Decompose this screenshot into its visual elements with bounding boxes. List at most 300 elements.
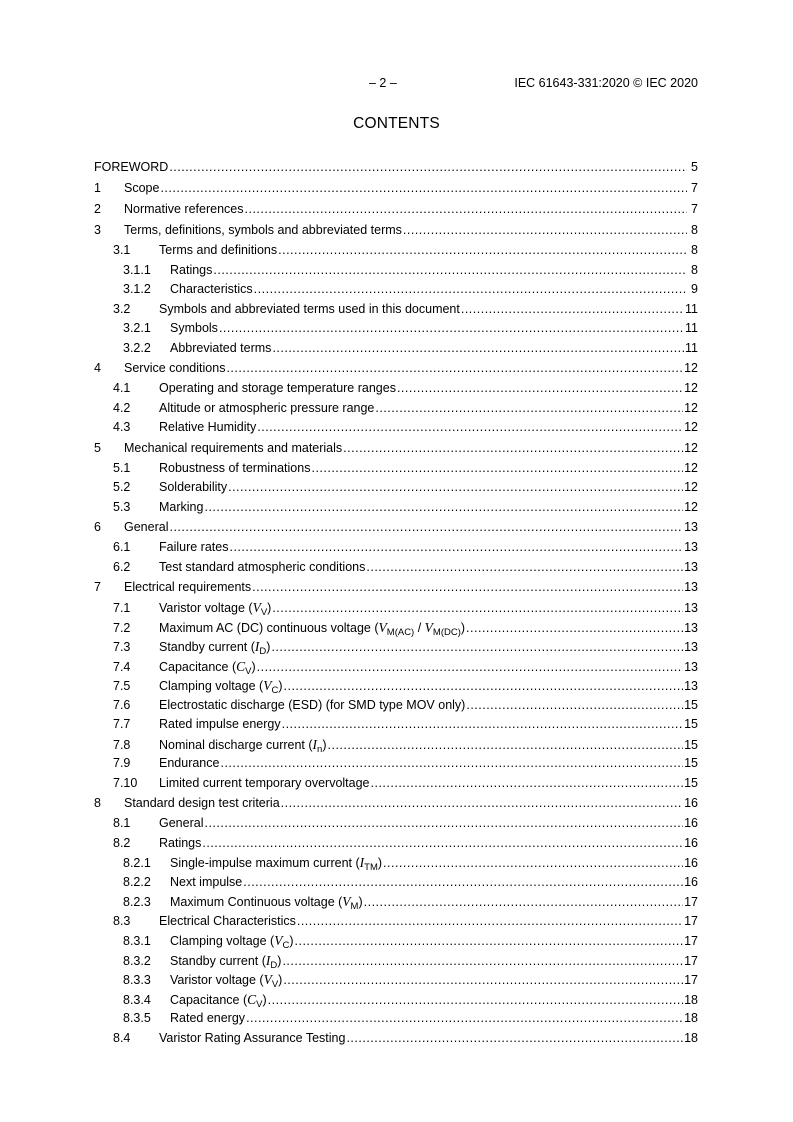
toc-entry-number: 8.3	[113, 913, 131, 928]
toc-entry-number: 8.3.3	[123, 973, 151, 987]
symbol: V	[252, 600, 261, 615]
toc-entry-page: 17	[684, 895, 698, 909]
toc-entry[interactable]	[94, 459, 698, 479]
toc-entry-label	[170, 1009, 245, 1029]
toc-entry[interactable]	[94, 814, 698, 834]
dot-leader	[245, 199, 688, 220]
toc-entry-label	[159, 418, 256, 438]
toc-entry-label	[159, 834, 201, 854]
toc-entry[interactable]	[94, 774, 698, 794]
toc-entry-text: )	[278, 679, 283, 693]
toc-entry-page: 12	[684, 480, 698, 494]
toc-entry-page: 8	[691, 243, 698, 257]
toc-entry-number: 4.2	[113, 400, 131, 415]
toc-entry[interactable]	[94, 618, 698, 638]
toc-entry-page: 15	[684, 737, 698, 752]
toc-entry-number: 3	[94, 223, 101, 237]
symbol-subscript: V	[245, 665, 252, 677]
toc-entry-label	[124, 577, 251, 598]
toc-entry-text: Capacitance (	[170, 992, 248, 1007]
toc-entry-label	[159, 459, 310, 479]
toc-entry-page: 15	[684, 717, 698, 731]
toc-entry-page: 11	[685, 321, 698, 335]
toc-entry-page: 13	[684, 601, 698, 615]
toc-entry-text: )	[358, 895, 363, 909]
toc-entry[interactable]	[94, 696, 698, 716]
toc-entry-text: Ratings	[159, 835, 202, 850]
toc-entry-text: Nominal discharge current (	[159, 737, 313, 752]
dot-leader	[364, 893, 683, 913]
toc-entry-label	[159, 735, 327, 757]
toc-entry[interactable]	[94, 735, 698, 755]
toc-entry-text: Solderability	[159, 480, 228, 494]
toc-entry-number: 4.1	[113, 381, 131, 395]
toc-entry-text: )	[251, 659, 256, 674]
toc-entry[interactable]	[94, 399, 698, 419]
dot-leader	[229, 538, 683, 558]
toc-entry-label	[170, 873, 242, 893]
dot-leader	[283, 971, 683, 991]
toc-entry-number: 6	[94, 520, 101, 534]
toc-entry-label	[159, 379, 396, 399]
dot-leader	[328, 736, 684, 756]
symbol: I	[254, 639, 260, 654]
toc-entry-text: Standby current (	[159, 640, 255, 654]
toc-entry[interactable]	[94, 931, 698, 951]
toc-entry-number: 3.1	[113, 243, 131, 257]
toc-entry[interactable]	[94, 990, 698, 1010]
toc-entry-label	[170, 951, 281, 973]
toc-entry-label	[159, 657, 256, 679]
toc-entry-page: 5	[691, 160, 698, 174]
toc-entry-label	[170, 892, 363, 914]
toc-entry-page: 13	[684, 659, 698, 674]
toc-entry-label	[124, 438, 342, 459]
dot-leader	[278, 241, 687, 261]
toc-entry-number: 8.3.5	[123, 1011, 151, 1025]
toc-entry-page: 13	[684, 640, 698, 654]
toc-entry[interactable]	[94, 517, 698, 538]
toc-entry-label	[159, 498, 203, 518]
toc-entry-text: Clamping voltage (	[159, 679, 264, 693]
toc-entry-page: 13	[684, 520, 698, 534]
toc-entry-text: Terms, definitions, symbols and abbreviated terms	[124, 223, 402, 237]
toc-entry-number: 2	[94, 202, 101, 216]
toc-entry-label	[170, 280, 253, 300]
toc-entry-number: 8.3.2	[123, 953, 151, 968]
toc-entry-number: 5.3	[113, 499, 131, 514]
toc-entry-label	[159, 241, 277, 261]
symbol: C	[236, 658, 246, 674]
toc-entry-page: 12	[684, 361, 698, 375]
toc-entry-text: Characteristics	[170, 282, 253, 296]
toc-entry-number: 4	[94, 361, 101, 375]
dot-leader	[403, 220, 687, 241]
toc-entry-number: 5.1	[113, 460, 131, 475]
toc-entry-page: 12	[684, 440, 698, 455]
toc-entry-text: )	[460, 620, 466, 635]
dot-leader	[272, 339, 684, 359]
dot-leader	[397, 379, 683, 399]
symbol: V	[424, 619, 433, 635]
toc-entry-page: 18	[684, 992, 698, 1007]
toc-entry-text: General	[159, 816, 204, 830]
toc-entry-number: 1	[94, 181, 101, 195]
symbol: I	[265, 952, 271, 968]
toc-entry[interactable]	[94, 418, 698, 438]
toc-entry-label	[124, 358, 225, 379]
toc-entry[interactable]	[94, 1029, 698, 1049]
toc-entry-page: 15	[684, 756, 698, 770]
toc-entry[interactable]	[94, 379, 698, 399]
symbol-subscript: M(DC)	[432, 626, 461, 638]
dot-leader	[343, 438, 683, 459]
toc-entry-number: 7	[94, 580, 101, 594]
toc-entry-number: 7.2	[113, 620, 131, 635]
symbol: V	[274, 933, 283, 948]
symbol: I	[359, 855, 365, 870]
toc-entry-text: Failure rates	[159, 540, 229, 554]
toc-entry-number: 8.2	[113, 835, 131, 850]
toc-entry[interactable]	[94, 319, 698, 339]
toc-entry-number: 7.1	[113, 601, 131, 615]
dot-leader	[466, 619, 683, 639]
toc-entry-number: 6.2	[113, 559, 131, 574]
toc-entry-label	[170, 931, 294, 953]
toc-entry-label	[170, 970, 282, 992]
symbol-subscript: C	[282, 940, 290, 951]
toc-entry-text: Mechanical requirements and materials	[124, 440, 343, 455]
toc-entry[interactable]	[94, 657, 698, 677]
toc-entry-page: 12	[684, 420, 698, 434]
toc-entry-page: 17	[684, 913, 698, 928]
toc-entry-label	[159, 598, 271, 620]
toc-entry-text: Varistor Rating Assurance Testing	[159, 1030, 346, 1045]
toc-entry[interactable]	[94, 538, 698, 558]
toc-entry-number: 8.2.2	[123, 874, 151, 889]
dot-leader	[257, 418, 683, 438]
toc-entry-number: 3.2.2	[123, 340, 151, 355]
toc-entry-label	[124, 517, 168, 538]
toc-entry[interactable]	[94, 300, 698, 320]
toc-entry-page: 18	[684, 1011, 698, 1025]
toc-entry-text: Symbols	[170, 321, 218, 335]
toc-entry-number: 8	[94, 796, 101, 810]
toc-entry-text: Maximum AC (DC) continuous voltage (	[159, 620, 379, 635]
dot-leader	[204, 814, 683, 834]
toc-entry[interactable]	[94, 358, 698, 379]
toc-entry-text: FOREWORD	[94, 160, 169, 174]
toc-entry-page: 15	[684, 775, 698, 790]
dot-leader	[284, 677, 684, 697]
toc-entry-text: Rated energy	[170, 1011, 246, 1025]
toc-entry-page: 13	[684, 559, 698, 574]
toc-entry-label	[170, 339, 271, 359]
symbol: V	[378, 619, 387, 635]
toc-entry-number: 3.2	[113, 301, 131, 316]
toc-entry-label	[159, 912, 296, 932]
toc-entry-number: 8.4	[113, 1030, 131, 1045]
toc-entry-number: 5	[94, 440, 101, 455]
document-id: IEC 61643-331:2020 © IEC 2020	[514, 76, 698, 90]
toc-entry-text: Rated impulse energy	[159, 717, 281, 731]
toc-entry[interactable]	[94, 1009, 698, 1029]
toc-entry-label	[159, 558, 365, 578]
toc-entry-number: 4.3	[113, 420, 131, 434]
symbol-subscript: M(AC)	[386, 626, 415, 638]
toc-entry[interactable]	[94, 715, 698, 735]
toc-entry-text: )	[377, 856, 383, 870]
toc-entry-page: 17	[684, 973, 698, 987]
toc-entry-number: 3.1.1	[123, 262, 151, 277]
toc-entry-text: Relative Humidity	[159, 420, 257, 434]
toc-entry[interactable]	[94, 754, 698, 774]
toc-entry-page: 12	[684, 460, 698, 475]
symbol-subscript: V	[271, 979, 279, 990]
toc-entry-label	[159, 618, 465, 640]
toc-entry-page: 13	[684, 540, 698, 554]
dot-leader	[371, 774, 684, 794]
toc-entry-page: 16	[684, 816, 698, 830]
dot-leader	[311, 459, 683, 479]
table-of-contents	[94, 157, 698, 1048]
dot-leader	[366, 558, 683, 578]
toc-entry-label	[170, 990, 267, 1012]
toc-entry-text: Varistor voltage (	[159, 601, 253, 615]
toc-entry-label	[159, 774, 370, 794]
toc-entry[interactable]	[94, 892, 698, 912]
toc-entry-number: 8.3.4	[123, 992, 151, 1007]
toc-entry-text: Varistor voltage (	[170, 973, 264, 987]
toc-entry-label	[170, 261, 212, 281]
toc-entry-text: Next impulse	[170, 874, 243, 889]
toc-entry-page: 12	[684, 400, 698, 415]
toc-entry-text: Standby current (	[170, 953, 266, 968]
toc-entry-label	[124, 199, 244, 220]
dot-leader	[160, 178, 687, 199]
toc-entry-number: 8.1	[113, 816, 131, 830]
toc-entry[interactable]	[94, 199, 698, 220]
toc-entry-page: 12	[684, 499, 698, 514]
toc-entry-number: 8.3.1	[123, 934, 151, 948]
dot-leader	[272, 599, 683, 619]
toc-entry-text: )	[262, 992, 267, 1007]
toc-entry[interactable]	[94, 558, 698, 578]
toc-entry-label	[124, 793, 280, 814]
toc-entry-number: 8.2.3	[123, 895, 151, 909]
toc-entry[interactable]	[94, 577, 698, 598]
toc-entry-page: 7	[691, 202, 698, 216]
toc-entry-page: 9	[691, 282, 698, 296]
toc-entry-label	[170, 853, 382, 875]
toc-entry[interactable]	[94, 261, 698, 281]
toc-entry-text: Operating and storage temperature ranges	[159, 381, 396, 395]
dot-leader	[202, 834, 683, 854]
toc-entry-text: Symbols and abbreviated terms used in this document	[159, 301, 460, 316]
toc-entry[interactable]	[94, 793, 698, 814]
toc-entry-text: Abbreviated terms	[170, 340, 272, 355]
toc-entry-text: )	[277, 953, 282, 968]
toc-entry-label	[170, 319, 218, 339]
toc-entry-text: Endurance	[159, 756, 220, 770]
symbol-subscript: M	[350, 901, 359, 912]
toc-entry-text: )	[278, 973, 283, 987]
toc-entry-page: 13	[684, 580, 698, 594]
toc-entry[interactable]	[94, 912, 698, 932]
toc-entry-label	[159, 637, 270, 659]
toc-entry-number: 5.2	[113, 480, 131, 494]
toc-entry-number: 7.6	[113, 697, 131, 712]
toc-entry-number: 7.5	[113, 679, 131, 693]
toc-entry[interactable]	[94, 951, 698, 971]
symbol: C	[247, 991, 257, 1007]
dot-leader	[383, 854, 683, 874]
toc-entry-number: 7.8	[113, 737, 131, 752]
toc-entry-page: 16	[684, 856, 698, 870]
symbol: V	[263, 678, 272, 693]
toc-entry-label	[159, 1029, 345, 1049]
toc-entry-text: )	[266, 640, 271, 654]
toc-entry[interactable]	[94, 478, 698, 498]
toc-entry-text: Scope	[124, 181, 160, 195]
toc-entry[interactable]	[94, 676, 698, 696]
dot-leader	[228, 478, 683, 498]
toc-entry[interactable]	[94, 498, 698, 518]
toc-entry-text: Clamping voltage (	[170, 934, 275, 948]
toc-entry[interactable]	[94, 339, 698, 359]
dot-leader	[295, 932, 684, 952]
dot-leader	[461, 300, 684, 320]
symbol-subscript: D	[270, 959, 278, 971]
dot-leader	[282, 952, 683, 972]
toc-entry-page: 13	[684, 620, 698, 635]
toc-entry-page: 7	[691, 181, 698, 195]
toc-entry-label	[159, 715, 281, 735]
toc-entry-text: )	[289, 934, 294, 948]
toc-entry-label	[124, 178, 159, 199]
toc-entry-number: 6.1	[113, 540, 131, 554]
toc-entry-page: 8	[691, 223, 698, 237]
toc-entry[interactable]	[94, 834, 698, 854]
dot-leader	[271, 638, 683, 658]
symbol-subscript: TM	[364, 862, 378, 873]
toc-entry-text: )	[322, 737, 327, 752]
toc-entry-text: Electrostatic discharge (ESD) (for SMD type MOV only)	[159, 697, 466, 712]
toc-entry-text: Electrical requirements	[124, 580, 252, 594]
toc-entry-text: )	[267, 601, 272, 615]
dot-leader	[252, 577, 683, 598]
toc-entry[interactable]	[94, 280, 698, 300]
toc-entry-text: Single-impulse maximum current (	[170, 856, 360, 870]
toc-entry-page: 16	[684, 835, 698, 850]
toc-entry[interactable]	[94, 873, 698, 893]
toc-entry-label	[124, 220, 402, 241]
toc-entry-text: Maximum Continuous voltage (	[170, 895, 343, 909]
toc-entry-page: 11	[685, 301, 698, 316]
toc-entry[interactable]	[94, 438, 698, 459]
toc-entry-label	[159, 814, 203, 834]
toc-entry-text: Capacitance (	[159, 659, 237, 674]
toc-entry-text: Marking	[159, 499, 204, 514]
symbol: I	[312, 736, 318, 752]
toc-entry-text: Test standard atmospheric conditions	[159, 559, 366, 574]
dot-leader	[169, 157, 687, 178]
toc-entry-label	[159, 696, 465, 716]
symbol-subscript: V	[256, 998, 263, 1010]
toc-entry-text: Normative references	[124, 202, 244, 216]
toc-entry-text: Standard design test criteria	[124, 796, 280, 810]
dot-leader	[257, 658, 683, 678]
toc-entry-page: 17	[684, 953, 698, 968]
dot-leader	[226, 358, 683, 379]
toc-entry-label	[94, 157, 168, 178]
dot-leader	[204, 498, 683, 518]
toc-entry-number: 7.4	[113, 659, 131, 674]
toc-entry-page: 8	[691, 262, 698, 277]
toc-entry-number: 3.2.1	[123, 321, 151, 335]
toc-entry-number: 7.9	[113, 756, 131, 770]
page-header	[0, 76, 793, 92]
toc-entry-text: Altitude or atmospheric pressure range	[159, 400, 375, 415]
page-number: – 2 –	[369, 76, 397, 90]
symbol-subscript: V	[260, 607, 268, 618]
dot-leader	[346, 1029, 683, 1049]
toc-entry[interactable]	[94, 157, 698, 178]
dot-leader	[282, 715, 683, 735]
symbol: V	[263, 972, 272, 987]
dot-leader	[466, 696, 683, 716]
dot-leader	[281, 793, 683, 814]
toc-entry-text: /	[414, 620, 425, 635]
dot-leader	[213, 261, 687, 281]
dot-leader	[219, 319, 684, 339]
toc-entry[interactable]	[94, 178, 698, 199]
dot-leader	[375, 399, 683, 419]
toc-entry-label	[159, 676, 283, 698]
toc-entry-page: 15	[684, 697, 698, 712]
toc-entry-text: Electrical Characteristics	[159, 913, 296, 928]
toc-entry-number: 7.3	[113, 640, 131, 654]
toc-entry[interactable]	[94, 241, 698, 261]
toc-entry-page: 11	[685, 340, 698, 355]
dot-leader	[169, 517, 683, 538]
toc-entry[interactable]	[94, 637, 698, 657]
toc-entry[interactable]	[94, 598, 698, 618]
toc-entry-page: 18	[684, 1030, 698, 1045]
toc-entry-page: 16	[684, 796, 698, 810]
toc-entry[interactable]	[94, 970, 698, 990]
toc-entry-text: Limited current temporary overvoltage	[159, 775, 370, 790]
toc-entry-label	[159, 300, 460, 320]
toc-entry-text: Service conditions	[124, 361, 226, 375]
dot-leader	[268, 991, 683, 1011]
toc-entry-label	[159, 399, 374, 419]
symbol: V	[342, 894, 351, 909]
toc-entry-number: 3.1.2	[123, 282, 151, 296]
toc-entry-text: Terms and definitions	[159, 243, 278, 257]
page-title: CONTENTS	[353, 115, 440, 132]
toc-entry-number: 8.2.1	[123, 856, 151, 870]
toc-entry-page: 12	[684, 381, 698, 395]
toc-entry[interactable]	[94, 853, 698, 873]
toc-entry[interactable]	[94, 220, 698, 241]
toc-entry-text: Ratings	[170, 262, 213, 277]
toc-entry-page: 17	[684, 934, 698, 948]
toc-entry-label	[159, 478, 227, 498]
dot-leader	[297, 912, 683, 932]
dot-leader	[254, 280, 687, 300]
dot-leader	[243, 873, 683, 893]
